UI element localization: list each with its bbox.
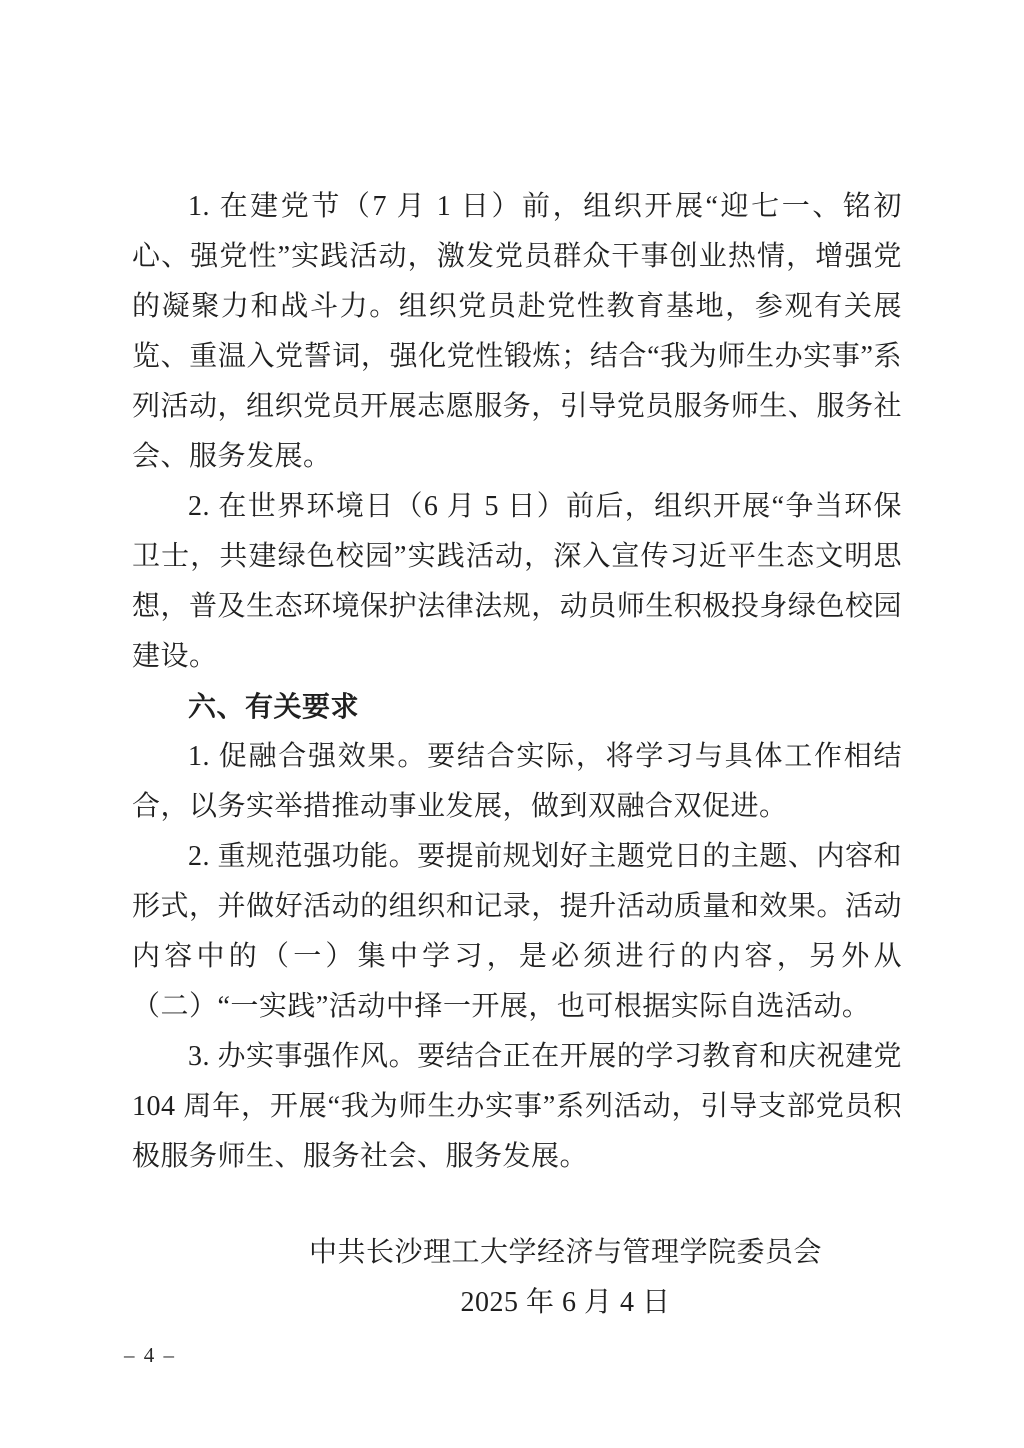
signature-block [132,1228,902,1328]
section-heading-requirements: 六、有关要求 [188,691,360,722]
paragraph-requirement-3: 3. 办实事强作风。要结合正在开展的学习教育和庆祝建党 104 周年，开展“我为师生办实事”系列活动，引导支部党员积极服务师生、服务社会、服务发展。 [132,1041,902,1172]
paragraph-practice-activity-1: 1. 在建党节（7 月 1 日）前，组织开展“迎七一、铭初心、强党性”实践活动，激发党员群众干事创业热情，增强党的凝聚力和战斗力。组织党员赴党性教育基地，参观有关展览、重温入党誓词，强化党性锻炼；结合“我为师生办实事”系列活动，组织党员开展志愿服务，引导党员服务师生、服务社会、服务发展。 [132,191,902,472]
signature-inner [309,1228,822,1328]
document-body [132,182,902,1328]
signature-committee-name: 中共长沙理工大学经济与管理学院委员会 [308,1237,822,1268]
paragraph-practice-activity-2: 2. 在世界环境日（6 月 5 日）前后，组织开展“争当环保卫士，共建绿色校园”实践活动，深入宣传习近平生态文明思想，普及生态环境保护法律法规，动员师生积极投身绿色校园建设。 [132,491,902,672]
signature-date: 2025 年 6 月 4 日 [460,1287,671,1318]
paragraph-requirement-1: 1. 促融合强效果。要结合实际，将学习与具体工作相结合，以务实举措推动事业发展，做到双融合双促进。 [132,741,902,822]
page-number: – 4 – [124,1343,176,1367]
paragraph-requirement-2: 2. 重规范强功能。要提前规划好主题党日的主题、内容和形式，并做好活动的组织和记录，提升活动质量和效果。活动内容中的（一）集中学习，是必须进行的内容，另外从（二）“一实践”活动中择一开展，也可根据实际自选活动。 [132,841,902,1022]
